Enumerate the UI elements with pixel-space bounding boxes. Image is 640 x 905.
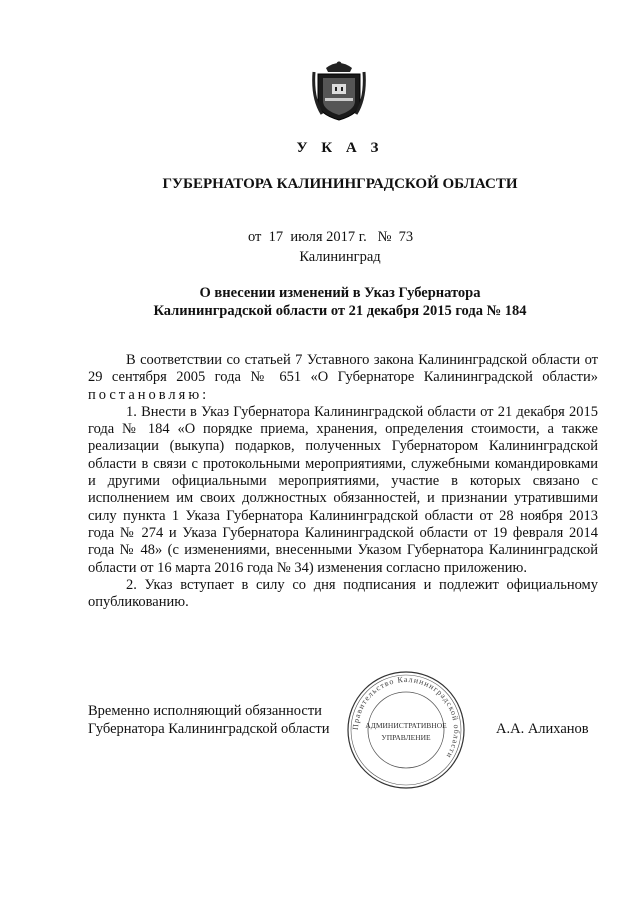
document-issuer: ГУБЕРНАТОРА КАЛИНИНГРАДСКОЙ ОБЛАСТИ — [162, 176, 518, 192]
preamble-text: В соответствии со статьей 7 Уставного закона Калининградской области от 29 сентября 2005 года № 651 «О Губернаторе Калининградской области» — [88, 352, 598, 386]
coat-of-arms-icon — [312, 58, 366, 122]
seal-center-line-2: УПРАВЛЕНИЕ — [381, 733, 431, 742]
document-date-number: от 17 июля 2017 г. № 73 — [248, 229, 414, 245]
signer-name: А.А. Алиханов — [496, 721, 589, 737]
document-subject — [0, 284, 640, 320]
signer-position-line-1: Временно исполняющий обязанности — [88, 703, 322, 719]
paragraph-item-1: 1. Внести в Указ Губернатора Калининградской области от 21 декабря 2015 года № 184 «О порядке приема, хранения, определения стоимости, а также реализации (выкупа) подарков, полученных Губернатором Калининградской области в связи с протокольными мероприятиями, служебными командировками и другими официальными мероприятиями, участие в которых связано с исполнением им своих должностных обязанностей, и признании утратившими силу пункта 1 Указа Губернатора Калининградской области от 28 ноября 2013 года № 274 и Указа Губернатора Калининградской области от 19 февраля 2014 года № 48» (с изменениями, внесенными Указом Губернатора Калининградской области от 16 марта 2016 года № 34) изменения согласно приложению. — [88, 403, 598, 576]
document-body — [88, 352, 598, 611]
subject-line-2: Калининградской области от 21 декабря 2015 года № 184 — [153, 303, 527, 319]
official-seal-stamp — [344, 668, 468, 792]
signer-position-line-2: Губернатора Калининградской области — [88, 721, 330, 737]
signer-position — [88, 702, 329, 738]
seal-ring-text: Правительство Калининградской области — [350, 674, 462, 761]
svg-text:Правительство Калининградской — [351, 675, 461, 760]
document-city: Калининград — [299, 249, 381, 265]
paragraph-item-2: 2. Указ вступает в силу со дня подписания и подлежит официальному опубликованию. — [88, 576, 598, 611]
decree-keyword: постановляю: — [88, 386, 210, 403]
paragraph-preamble — [88, 352, 598, 404]
subject-line-1: О внесении изменений в Указ Губернатора — [199, 285, 481, 301]
document-type: У К А З — [296, 140, 384, 156]
seal-center-line-1: АДМИНИСТРАТИВНОЕ — [365, 721, 447, 730]
